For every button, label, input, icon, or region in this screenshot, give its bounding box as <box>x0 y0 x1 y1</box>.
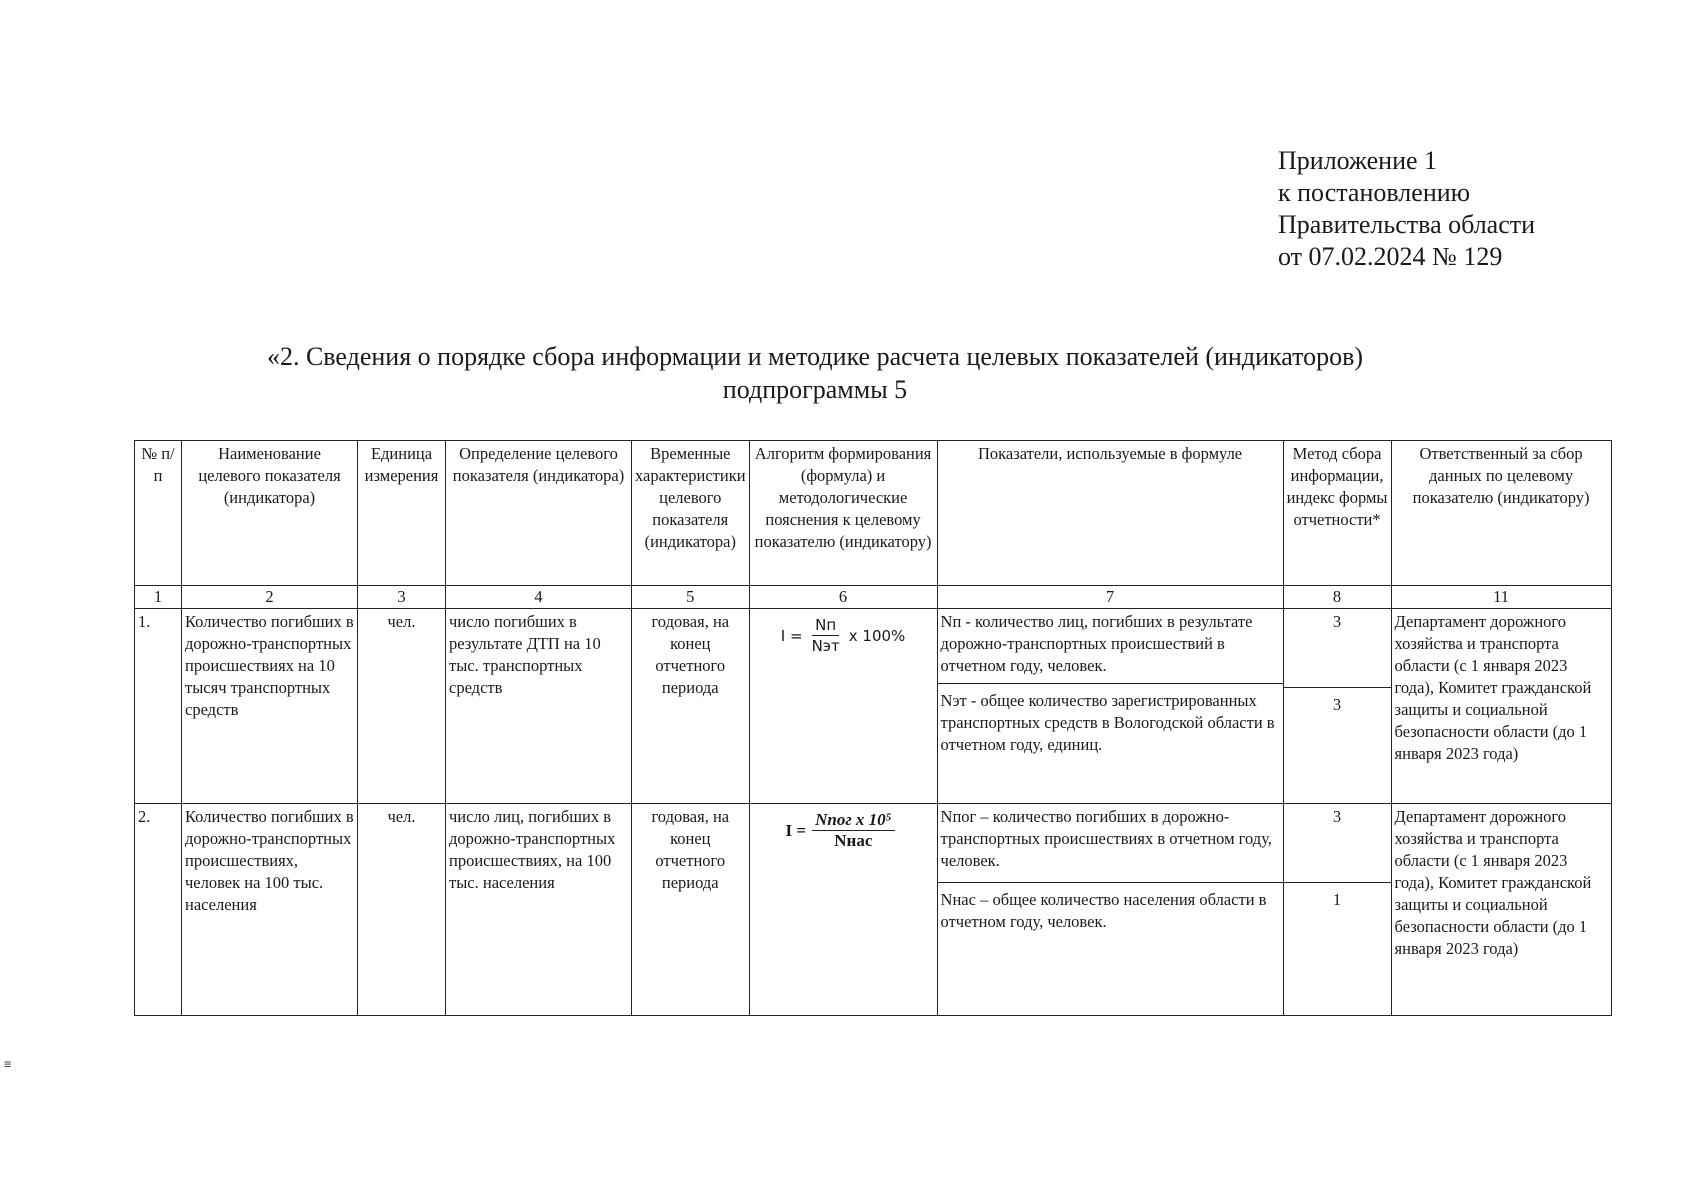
responsible-cell: Департамент дорожного хозяйства и транспорта области (с 1 января 2023 года), Комитет гражданской защиты и социальной безопасности области (до 1 января 2023 года) <box>1391 609 1611 804</box>
column-number: 11 <box>1391 586 1611 609</box>
header-cell: Наименование целевого показателя (индикатора) <box>182 441 358 586</box>
method-value: 3 <box>1332 612 1342 631</box>
indicator-definition: Nнас – общее количество населения области в отчетном году, человек. <box>938 882 1283 933</box>
column-number: 7 <box>937 586 1283 609</box>
formula <box>753 806 934 851</box>
row-number: 1. <box>135 609 182 804</box>
appendix-block <box>1278 145 1535 273</box>
indicator-definition: Nпог – количество погибших в дорожно-транспортных происшествиях в отчетном году, человек. <box>940 807 1272 870</box>
document-title <box>200 340 1430 406</box>
formula-cell <box>749 609 937 804</box>
formula-numerator: Nпог x 10⁵ <box>812 810 894 831</box>
formula-cell <box>749 804 937 1016</box>
formula-fraction <box>812 810 894 851</box>
row-number: 2. <box>135 804 182 1016</box>
title-line: подпрограммы 5 <box>722 375 908 404</box>
unit-cell: чел. <box>358 609 446 804</box>
timing-cell: годовая, на конец отчетного периода <box>632 609 750 804</box>
column-number: 5 <box>632 586 750 609</box>
indicator-definition: Nэт - общее количество зарегистрированных транспортных средств в Вологодской области в отчетном году, единиц. <box>938 683 1283 756</box>
appendix-line: Правительства области <box>1278 210 1536 239</box>
definition-cell: число погибших в результате ДТП на 10 тыс. транспортных средств <box>446 609 632 804</box>
table-header-row <box>135 441 1612 586</box>
formula-lhs: I = <box>785 820 807 840</box>
column-number: 8 <box>1283 586 1391 609</box>
header-cell: Единица измерения <box>358 441 446 586</box>
method-cell <box>1283 804 1391 1016</box>
column-number: 1 <box>135 586 182 609</box>
indicator-definition: Nп - количество лиц, погибших в результате дорожно-транспортных происшествий в отчетном году, человек. <box>940 612 1253 675</box>
table-row <box>135 804 1612 1016</box>
column-number: 4 <box>446 586 632 609</box>
formula-denominator: Nэт <box>811 637 840 655</box>
header-cell: Определение целевого показателя (индикатора) <box>446 441 632 586</box>
timing-cell: годовая, на конец отчетного периода <box>632 804 750 1016</box>
title-line: «2. Сведения о порядке сбора информации и методике расчета целевых показателей (индикаторов) <box>266 342 1364 371</box>
column-number: 2 <box>182 586 358 609</box>
header-cell: Ответственный за сбор данных по целевому показателю (индикатору) <box>1391 441 1611 586</box>
formula-numerator: Nп <box>812 615 839 636</box>
header-cell: Метод сбора информации, индекс формы отчетности* <box>1283 441 1391 586</box>
appendix-line: от 07.02.2024 № 129 <box>1278 242 1503 271</box>
method-value: 1 <box>1284 882 1391 911</box>
column-number-row <box>135 586 1612 609</box>
indicators-cell <box>937 609 1283 804</box>
responsible-cell: Департамент дорожного хозяйства и транспорта области (с 1 января 2023 года), Комитет гражданской защиты и социальной безопасности области (до 1 января 2023 года) <box>1391 804 1611 1016</box>
header-cell: № п/п <box>135 441 182 586</box>
unit-cell: чел. <box>358 804 446 1016</box>
formula-lhs: I = <box>780 626 803 645</box>
indicators-cell <box>937 804 1283 1016</box>
method-value: 3 <box>1284 687 1391 716</box>
formula-denominator: Nнас <box>834 831 873 850</box>
definition-cell: число лиц, погибших в дорожно-транспортных происшествиях, на 100 тыс. населения <box>446 804 632 1016</box>
formula-suffix: x 100% <box>848 626 906 645</box>
method-value: 3 <box>1332 807 1342 826</box>
formula-fraction <box>809 615 843 656</box>
column-number: 6 <box>749 586 937 609</box>
indicators-table <box>134 440 1612 1016</box>
appendix-line: Приложение 1 <box>1278 146 1438 175</box>
header-cell: Временные характеристики целевого показателя (индикатора) <box>632 441 750 586</box>
appendix-line: к постановлению <box>1278 178 1471 207</box>
method-cell <box>1283 609 1391 804</box>
column-number: 3 <box>358 586 446 609</box>
table-row <box>135 609 1612 804</box>
header-cell: Алгоритм формирования (формула) и методологические пояснения к целевому показателю (индикатору) <box>749 441 937 586</box>
formula <box>753 611 934 656</box>
indicator-name: Количество погибших в дорожно-транспортных происшествиях на 10 тысяч транспортных средств <box>182 609 358 804</box>
margin-marks: ≡ <box>4 1057 12 1071</box>
header-cell: Показатели, используемые в формуле <box>937 441 1283 586</box>
indicator-name: Количество погибших в дорожно-транспортных происшествиях, человек на 100 тыс. населения <box>182 804 358 1016</box>
